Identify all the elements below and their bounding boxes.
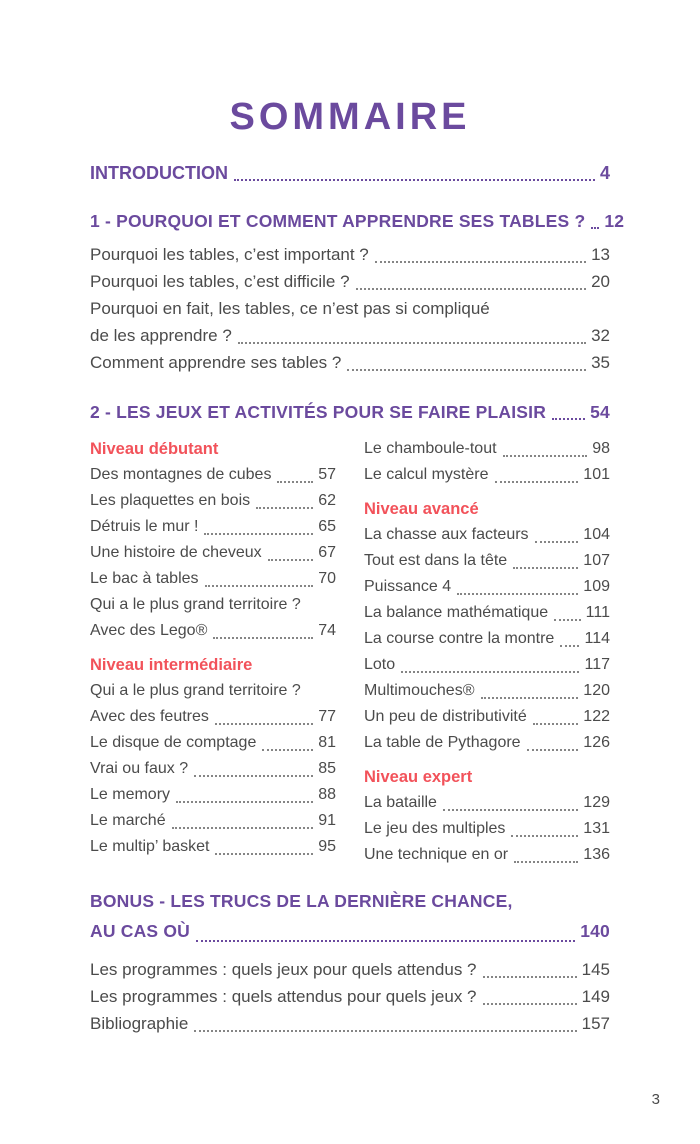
toc-entry <box>364 678 610 704</box>
dot-leader <box>213 637 313 639</box>
entry-label: La bataille <box>364 794 437 811</box>
entry-label: Les programmes : quels jeux pour quels attendus ? <box>90 960 477 979</box>
entry-label: Avec des Lego® <box>90 622 208 639</box>
dot-leader <box>513 567 578 569</box>
entry-label: Une technique en or <box>364 846 509 863</box>
entry-page: 35 <box>591 353 610 372</box>
entry-page: 13 <box>591 245 610 264</box>
toc-entry <box>364 626 610 652</box>
dot-leader <box>527 749 579 751</box>
entry-label: Pourquoi les tables, c’est important ? <box>90 245 369 264</box>
entry-page: 122 <box>583 708 610 725</box>
toc-entry <box>90 540 336 566</box>
entry-page: 111 <box>585 604 610 621</box>
entry-page: 107 <box>583 552 610 569</box>
column-left <box>90 436 336 868</box>
dot-leader <box>176 801 313 803</box>
toc-entry <box>364 436 610 462</box>
dot-leader <box>457 593 578 595</box>
toc-page <box>0 96 700 1037</box>
toc-entry <box>364 600 610 626</box>
dot-leader <box>277 481 313 483</box>
toc-entry-introduction <box>90 161 610 185</box>
entry-page: 95 <box>318 838 336 855</box>
entry-label: La balance mathématique <box>364 604 549 621</box>
entry-page: 88 <box>318 786 336 803</box>
dot-leader <box>204 533 313 535</box>
bonus-title-line1: BONUS - LES TRUCS DE LA DERNIÈRE CHANCE, <box>90 891 513 911</box>
toc-entry <box>364 790 610 816</box>
toc-entry <box>90 678 336 704</box>
entry-label: La chasse aux facteurs <box>364 526 529 543</box>
entry-label: Tout est dans la tête <box>364 552 508 569</box>
entry-label: Loto <box>364 656 396 673</box>
entry-label: Le bac à tables <box>90 570 199 587</box>
dot-leader <box>535 541 579 543</box>
entry-page: 77 <box>318 708 336 725</box>
toc-entry <box>90 756 336 782</box>
toc-entry <box>364 462 610 488</box>
dot-leader <box>514 861 578 863</box>
toc-entry <box>90 462 336 488</box>
toc-entry <box>90 592 336 618</box>
toc-entry <box>90 241 610 268</box>
entry-label: La course contre la montre <box>364 630 555 647</box>
dot-leader <box>511 835 578 837</box>
dot-leader <box>533 723 579 725</box>
entry-page: 91 <box>318 812 336 829</box>
toc-entry <box>90 782 336 808</box>
toc-entry <box>90 566 336 592</box>
entry-page: 129 <box>583 794 610 811</box>
entry-page: 104 <box>583 526 610 543</box>
entry-page: 81 <box>318 734 336 751</box>
entry-label: Le marché <box>90 812 166 829</box>
entry-label: Bibliographie <box>90 1014 189 1033</box>
dot-leader <box>481 697 579 699</box>
entry-page: 136 <box>583 846 610 863</box>
entry-page: 4 <box>599 163 610 183</box>
entry-label: Qui a le plus grand territoire ? <box>90 682 301 699</box>
entry-page: 109 <box>583 578 610 595</box>
level-heading-debutant: Niveau débutant <box>90 440 219 458</box>
toc-entry <box>90 983 610 1010</box>
dot-leader <box>483 1003 577 1005</box>
section1-header <box>90 209 625 233</box>
section-page: 54 <box>590 402 610 422</box>
page-title: SOMMAIRE <box>229 96 471 138</box>
section-title: 1 - POURQUOI ET COMMENT APPRENDRE SES TABLES ? <box>90 211 586 231</box>
section1-entries <box>90 241 610 376</box>
toc-entry <box>90 1010 610 1037</box>
entry-page: 114 <box>584 630 610 647</box>
toc-entry <box>364 730 610 756</box>
toc-entry <box>90 349 610 376</box>
dot-leader <box>495 481 579 483</box>
section-page: 140 <box>580 921 610 941</box>
dot-leader <box>215 723 313 725</box>
dot-leader <box>443 809 578 811</box>
entry-label: Des montagnes de cubes <box>90 466 272 483</box>
entry-label: Qui a le plus grand territoire ? <box>90 596 301 613</box>
entry-label: Vrai ou faux ? <box>90 760 189 777</box>
toc-entry <box>364 704 610 730</box>
entry-label: Le memory <box>90 786 171 803</box>
level-heading-expert: Niveau expert <box>364 768 473 786</box>
entry-label: Un peu de distributivité <box>364 708 527 725</box>
entry-page: 62 <box>318 492 336 509</box>
dot-leader <box>552 418 585 420</box>
folio-page-number: 3 <box>651 1091 660 1108</box>
entry-page: 131 <box>583 820 610 837</box>
dot-leader <box>375 261 586 263</box>
entry-page: 126 <box>583 734 610 751</box>
entry-label: de les apprendre ? <box>90 326 232 345</box>
column-right <box>364 436 610 868</box>
entry-page: 145 <box>581 960 610 979</box>
entry-page: 70 <box>318 570 336 587</box>
section-title: 2 - LES JEUX ET ACTIVITÉS POUR SE FAIRE PLAISIR <box>90 402 547 422</box>
dot-leader <box>554 619 581 621</box>
entry-label: Le chamboule-tout <box>364 440 497 457</box>
entry-label: Les plaquettes en bois <box>90 492 251 509</box>
section-page: 12 <box>604 211 625 231</box>
toc-entry <box>364 548 610 574</box>
entry-label: INTRODUCTION <box>90 163 228 183</box>
dot-leader <box>591 227 599 229</box>
toc-entry <box>364 574 610 600</box>
entry-page: 85 <box>318 760 336 777</box>
toc-entry <box>364 816 610 842</box>
entry-page: 120 <box>583 682 610 699</box>
toc-entry <box>90 808 336 834</box>
entry-label: Détruis le mur ! <box>90 518 199 535</box>
entry-page: 32 <box>591 326 610 345</box>
entry-page: 101 <box>583 466 610 483</box>
entry-label: Le multip’ basket <box>90 838 210 855</box>
dot-leader <box>194 775 313 777</box>
section2-header <box>90 400 610 424</box>
toc-entry <box>90 268 610 295</box>
entry-label: Le calcul mystère <box>364 466 489 483</box>
entry-label: Les programmes : quels attendus pour quels jeux ? <box>90 987 477 1006</box>
dot-leader <box>234 179 595 181</box>
toc-entry <box>90 704 336 730</box>
bonus-entries <box>90 956 610 1037</box>
toc-entry <box>90 514 336 540</box>
entry-label: Pourquoi les tables, c’est difficile ? <box>90 272 350 291</box>
entry-label: Le jeu des multiples <box>364 820 506 837</box>
entry-label: Une histoire de cheveux <box>90 544 262 561</box>
toc-entry <box>90 956 610 983</box>
toc-entry <box>364 842 610 868</box>
toc-entry <box>90 834 336 860</box>
dot-leader <box>401 671 579 673</box>
entry-page: 98 <box>592 440 610 457</box>
toc-entry <box>90 322 610 349</box>
bonus-title-line2 <box>90 916 610 946</box>
dot-leader <box>503 455 588 457</box>
section2-columns <box>90 436 610 868</box>
entry-page: 149 <box>581 987 610 1006</box>
entry-page: 20 <box>591 272 610 291</box>
dot-leader <box>194 1030 576 1032</box>
toc-entry <box>364 652 610 678</box>
dot-leader <box>256 507 313 509</box>
toc-entry <box>364 522 610 548</box>
section-title: AU CAS OÙ <box>90 921 190 941</box>
dot-leader <box>356 288 587 290</box>
level-heading-intermediaire: Niveau intermédiaire <box>90 656 253 674</box>
toc-entry <box>90 618 336 644</box>
dot-leader <box>560 645 579 647</box>
entry-page: 67 <box>318 544 336 561</box>
toc-entry <box>90 730 336 756</box>
entry-page: 57 <box>318 466 336 483</box>
level-heading-avance: Niveau avancé <box>364 500 479 518</box>
entry-label: Puissance 4 <box>364 578 452 595</box>
entry-label: La table de Pythagore <box>364 734 521 751</box>
entry-label: Le disque de comptage <box>90 734 257 751</box>
entry-page: 157 <box>581 1014 610 1033</box>
toc-entry <box>90 488 336 514</box>
entry-page: 65 <box>318 518 336 535</box>
dot-leader <box>483 976 577 978</box>
entry-label: Avec des feutres <box>90 708 209 725</box>
dot-leader <box>172 827 314 829</box>
entry-page: 117 <box>584 656 610 673</box>
dot-leader <box>205 585 314 587</box>
dot-leader <box>268 559 314 561</box>
entry-label: Pourquoi en fait, les tables, ce n’est pas si compliqué <box>90 299 490 318</box>
dot-leader <box>347 369 586 371</box>
entry-page: 74 <box>318 622 336 639</box>
dot-leader <box>238 342 586 344</box>
dot-leader <box>196 940 575 942</box>
entry-label: Multimouches® <box>364 682 475 699</box>
dot-leader <box>215 853 313 855</box>
dot-leader <box>262 749 313 751</box>
entry-label: Comment apprendre ses tables ? <box>90 353 342 372</box>
toc-entry <box>90 295 610 322</box>
